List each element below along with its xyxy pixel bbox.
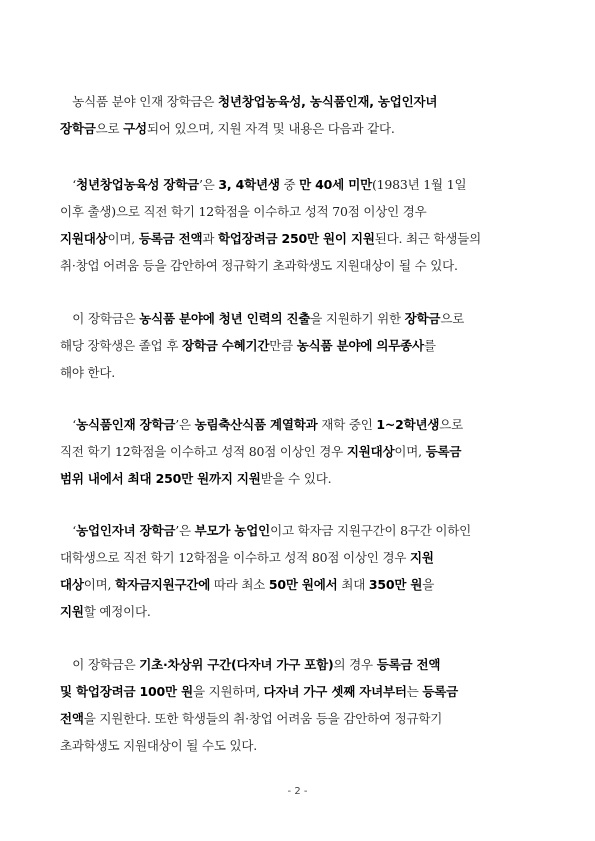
- text-run: 되어 있으며, 지원 자격 및 내용은 다음과 같다.: [146, 121, 395, 136]
- bold-text-run: 다자녀 가구 셋째 자녀부터: [263, 684, 407, 699]
- text-run: 농식품 분야 인재 장학금은: [60, 94, 219, 109]
- text-run: ‘: [60, 417, 77, 432]
- bold-text-run: 등록금: [422, 684, 459, 699]
- text-line: [60, 544, 540, 571]
- text-run: 중: [279, 177, 300, 192]
- bold-text-run: 350만 원: [368, 577, 423, 592]
- bold-text-run: 부모가 농업인: [194, 523, 271, 538]
- text-line: [60, 678, 540, 705]
- text-run: 따라 최소: [210, 577, 269, 592]
- bold-text-run: 만 40세 미만: [299, 177, 372, 192]
- text-run: 초과학생도 지원대상이 될 수도 있다.: [60, 738, 257, 753]
- bold-text-run: 3, 4학년생: [218, 177, 280, 192]
- bold-text-run: 1~2학년생: [376, 417, 440, 432]
- text-run: 는: [406, 684, 423, 699]
- bold-text-run: 농식품 분야에 의무종사: [296, 338, 424, 353]
- bold-text-run: 농식품 분야에 청년 인력의 진출: [139, 311, 311, 326]
- paragraph-overview: [60, 88, 540, 142]
- text-run: ’은: [198, 177, 219, 192]
- text-run: ’은: [175, 523, 195, 538]
- text-run: 이후 출생)으로 직전 학기 12학점을 이수하고 성적 70점 이상인 경우: [60, 204, 427, 219]
- bold-text-run: 장학금 수혜기간: [181, 338, 270, 353]
- bold-text-run: 농림축산식품 계열학과: [194, 417, 318, 432]
- bold-text-run: 학자금지원구간에: [115, 577, 211, 592]
- text-run: 받을 수 있다.: [260, 471, 332, 486]
- text-run: 이고 학자금 지원구간이 8구간 이하인: [270, 523, 472, 538]
- bold-text-run: 청년창업농육성, 농식품인재, 농업인자녀: [218, 94, 438, 109]
- text-run: ‘: [60, 523, 77, 538]
- text-line: [60, 411, 540, 438]
- bold-text-run: 범위 내에서 최대 250만 원까지 지원: [60, 471, 261, 486]
- paragraph-obligation: [60, 305, 540, 386]
- text-run: 해당 장학생은 졸업 후: [60, 338, 182, 353]
- text-line: [60, 171, 540, 198]
- bold-text-run: 장학금: [404, 311, 441, 326]
- text-run: 과: [202, 231, 218, 246]
- text-line: [60, 517, 540, 544]
- text-run: 을 지원하며,: [192, 684, 264, 699]
- paragraph-farmer-children-scholarship: [60, 517, 540, 625]
- text-run: 만큼: [269, 338, 297, 353]
- text-run: 을 지원한다. 또한 학생들의 취·창업 어려움 등을 감안하여 정규학기: [83, 711, 443, 726]
- text-run: 이 장학금은: [60, 657, 140, 672]
- text-run: 대학생으로 직전 학기 12학점을 이수하고 성적 80점 이상인 경우: [60, 550, 410, 565]
- text-line: [60, 598, 540, 625]
- text-line: [60, 465, 540, 492]
- paragraph-low-income-support: [60, 651, 540, 759]
- text-run: 을 지원하기 위한: [310, 311, 405, 326]
- text-run: 직전 학기 12학점을 이수하고 성적 80점 이상인 경우: [60, 444, 347, 459]
- text-line: [60, 252, 540, 279]
- bold-text-run: 등록금 전액: [138, 231, 203, 246]
- text-line: [60, 332, 540, 359]
- text-run: 취·창업 어려움 등을 감안하여 정규학기 초과학생도 지원대상이 될 수 있다.: [60, 258, 458, 273]
- bold-text-run: 및 학업장려금 100만 원: [60, 684, 193, 699]
- bold-text-run: 지원: [409, 550, 434, 565]
- text-run: ’은: [175, 417, 195, 432]
- text-run: 최대: [337, 577, 369, 592]
- text-line: [60, 115, 540, 142]
- bold-text-run: 농식품인재 장학금: [76, 417, 176, 432]
- text-line: [60, 571, 540, 598]
- bold-text-run: 등록금: [425, 444, 462, 459]
- text-line: [60, 359, 540, 386]
- text-run: 으로: [439, 417, 464, 432]
- page-number: - 2 -: [287, 786, 308, 797]
- bold-text-run: 지원대상: [60, 231, 108, 246]
- text-run: (1983년 1월 1일: [371, 177, 467, 192]
- text-run: 된다. 최근 학생들의: [374, 231, 482, 246]
- text-run: 를: [423, 338, 436, 353]
- text-run: 의 경우: [333, 657, 377, 672]
- bold-text-run: 기초·차상위 구간(다자녀 가구 포함): [139, 657, 334, 672]
- bold-text-run: 등록금 전액: [376, 657, 441, 672]
- text-line: [60, 88, 540, 115]
- text-run: 이며,: [83, 577, 116, 592]
- bold-text-run: 구성: [123, 121, 147, 136]
- text-run: 이 장학금은: [60, 311, 140, 326]
- text-line: [60, 651, 540, 678]
- text-line: [60, 305, 540, 332]
- text-run: 으로: [95, 121, 124, 136]
- paragraph-agri-talent-scholarship: [60, 411, 540, 492]
- bold-text-run: 대상: [60, 577, 84, 592]
- text-line: [60, 438, 540, 465]
- text-run: 해야 한다.: [60, 365, 116, 380]
- text-line: [60, 198, 540, 225]
- bold-text-run: 학업장려금 250만 원이 지원: [218, 231, 375, 246]
- bold-text-run: 지원대상: [346, 444, 395, 459]
- bold-text-run: 청년창업농육성 장학금: [76, 177, 199, 192]
- text-run: 재학 중인: [317, 417, 377, 432]
- text-run: ‘: [60, 177, 77, 192]
- bold-text-run: 지원: [60, 604, 84, 619]
- text-run: 이며,: [394, 444, 426, 459]
- text-run: 이며,: [107, 231, 139, 246]
- text-line: [60, 705, 540, 732]
- text-line: [60, 225, 540, 252]
- text-line: [60, 732, 540, 759]
- text-run: 을: [422, 577, 435, 592]
- text-run: 으로: [440, 311, 465, 326]
- bold-text-run: 전액: [60, 711, 84, 726]
- bold-text-run: 50만 원에서: [268, 577, 338, 592]
- bold-text-run: 장학금: [60, 121, 96, 136]
- bold-text-run: 농업인자녀 장학금: [76, 523, 176, 538]
- text-run: 할 예정이다.: [83, 604, 151, 619]
- paragraph-youth-startup-scholarship: [60, 171, 540, 279]
